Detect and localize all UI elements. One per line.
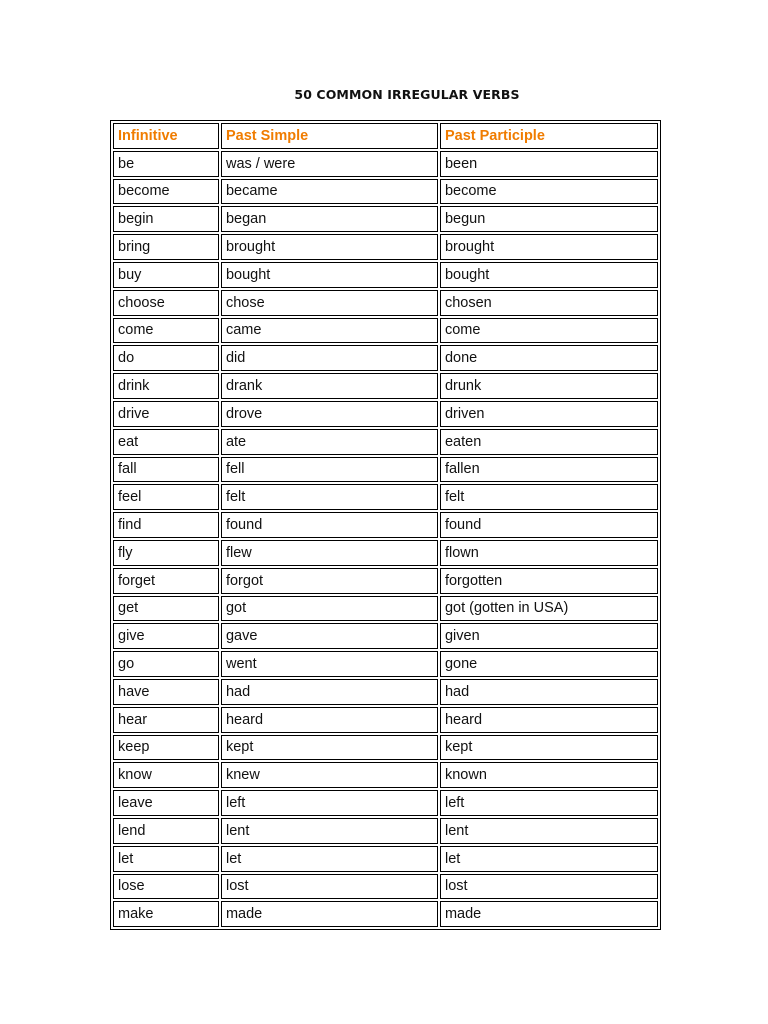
cell-past-participle: eaten (440, 429, 658, 455)
table-row (113, 345, 658, 371)
cell-infinitive: lend (113, 818, 219, 844)
cell-infinitive: fly (113, 540, 219, 566)
table-row (113, 596, 658, 622)
table-row (113, 679, 658, 705)
header-past-participle: Past Participle (440, 123, 658, 149)
cell-infinitive: let (113, 846, 219, 872)
cell-past-simple: forgot (221, 568, 438, 594)
cell-past-participle: bought (440, 262, 658, 288)
cell-past-simple: was / were (221, 151, 438, 177)
cell-past-simple: felt (221, 484, 438, 510)
cell-past-simple: fell (221, 457, 438, 483)
table-row (113, 874, 658, 900)
cell-past-participle: given (440, 623, 658, 649)
cell-past-participle: become (440, 179, 658, 205)
table-row (113, 901, 658, 927)
cell-past-simple: found (221, 512, 438, 538)
cell-infinitive: begin (113, 206, 219, 232)
cell-infinitive: become (113, 179, 219, 205)
cell-past-participle: left (440, 790, 658, 816)
cell-past-participle: driven (440, 401, 658, 427)
cell-past-participle: known (440, 762, 658, 788)
cell-infinitive: be (113, 151, 219, 177)
table-row (113, 401, 658, 427)
cell-past-simple: heard (221, 707, 438, 733)
cell-infinitive: know (113, 762, 219, 788)
cell-past-simple: began (221, 206, 438, 232)
cell-past-participle: felt (440, 484, 658, 510)
table-row (113, 846, 658, 872)
table-row (113, 290, 658, 316)
cell-infinitive: fall (113, 457, 219, 483)
table-row (113, 373, 658, 399)
cell-past-simple: ate (221, 429, 438, 455)
cell-past-participle: heard (440, 707, 658, 733)
table-row (113, 540, 658, 566)
cell-infinitive: choose (113, 290, 219, 316)
cell-past-simple: had (221, 679, 438, 705)
table-row (113, 151, 658, 177)
cell-past-participle: gone (440, 651, 658, 677)
table-header-row (113, 123, 658, 149)
cell-past-simple: gave (221, 623, 438, 649)
cell-past-participle: lost (440, 874, 658, 900)
cell-infinitive: lose (113, 874, 219, 900)
cell-past-simple: came (221, 318, 438, 344)
header-infinitive: Infinitive (113, 123, 219, 149)
table-row (113, 568, 658, 594)
table-row (113, 318, 658, 344)
table-row (113, 651, 658, 677)
cell-infinitive: bring (113, 234, 219, 260)
cell-infinitive: drink (113, 373, 219, 399)
cell-past-simple: flew (221, 540, 438, 566)
cell-infinitive: get (113, 596, 219, 622)
cell-infinitive: leave (113, 790, 219, 816)
table-row (113, 179, 658, 205)
cell-past-participle: chosen (440, 290, 658, 316)
table-row (113, 790, 658, 816)
cell-past-participle: made (440, 901, 658, 927)
cell-infinitive: keep (113, 735, 219, 761)
cell-past-participle: come (440, 318, 658, 344)
table-row (113, 484, 658, 510)
cell-past-simple: got (221, 596, 438, 622)
cell-past-participle: brought (440, 234, 658, 260)
cell-past-participle: flown (440, 540, 658, 566)
table-row (113, 762, 658, 788)
cell-infinitive: give (113, 623, 219, 649)
table-row (113, 206, 658, 232)
cell-infinitive: eat (113, 429, 219, 455)
cell-past-simple: knew (221, 762, 438, 788)
cell-infinitive: hear (113, 707, 219, 733)
cell-past-simple: left (221, 790, 438, 816)
cell-past-participle: drunk (440, 373, 658, 399)
cell-infinitive: have (113, 679, 219, 705)
cell-infinitive: feel (113, 484, 219, 510)
cell-infinitive: make (113, 901, 219, 927)
cell-infinitive: come (113, 318, 219, 344)
table-row (113, 429, 658, 455)
cell-past-participle: begun (440, 206, 658, 232)
irregular-verbs-table (110, 120, 661, 930)
cell-infinitive: buy (113, 262, 219, 288)
cell-past-simple: became (221, 179, 438, 205)
table-row (113, 707, 658, 733)
cell-infinitive: find (113, 512, 219, 538)
cell-past-participle: fallen (440, 457, 658, 483)
cell-past-participle: been (440, 151, 658, 177)
cell-infinitive: go (113, 651, 219, 677)
table-row (113, 512, 658, 538)
cell-infinitive: drive (113, 401, 219, 427)
cell-past-participle: got (gotten in USA) (440, 596, 658, 622)
table-row (113, 457, 658, 483)
cell-past-simple: lost (221, 874, 438, 900)
table-row (113, 234, 658, 260)
cell-past-participle: forgotten (440, 568, 658, 594)
cell-past-simple: lent (221, 818, 438, 844)
table-body (113, 151, 658, 927)
cell-infinitive: do (113, 345, 219, 371)
cell-infinitive: forget (113, 568, 219, 594)
cell-past-simple: brought (221, 234, 438, 260)
cell-past-simple: chose (221, 290, 438, 316)
cell-past-simple: drank (221, 373, 438, 399)
page-title: 50 COMMON IRREGULAR VERBS (294, 87, 520, 102)
header-past-simple: Past Simple (221, 123, 438, 149)
table-row (113, 623, 658, 649)
cell-past-simple: let (221, 846, 438, 872)
cell-past-simple: made (221, 901, 438, 927)
cell-past-simple: bought (221, 262, 438, 288)
cell-past-participle: let (440, 846, 658, 872)
cell-past-simple: did (221, 345, 438, 371)
cell-past-simple: drove (221, 401, 438, 427)
cell-past-participle: done (440, 345, 658, 371)
cell-past-participle: found (440, 512, 658, 538)
cell-past-participle: kept (440, 735, 658, 761)
table-row (113, 262, 658, 288)
table-row (113, 818, 658, 844)
cell-past-simple: went (221, 651, 438, 677)
cell-past-participle: lent (440, 818, 658, 844)
table-row (113, 735, 658, 761)
cell-past-participle: had (440, 679, 658, 705)
cell-past-simple: kept (221, 735, 438, 761)
